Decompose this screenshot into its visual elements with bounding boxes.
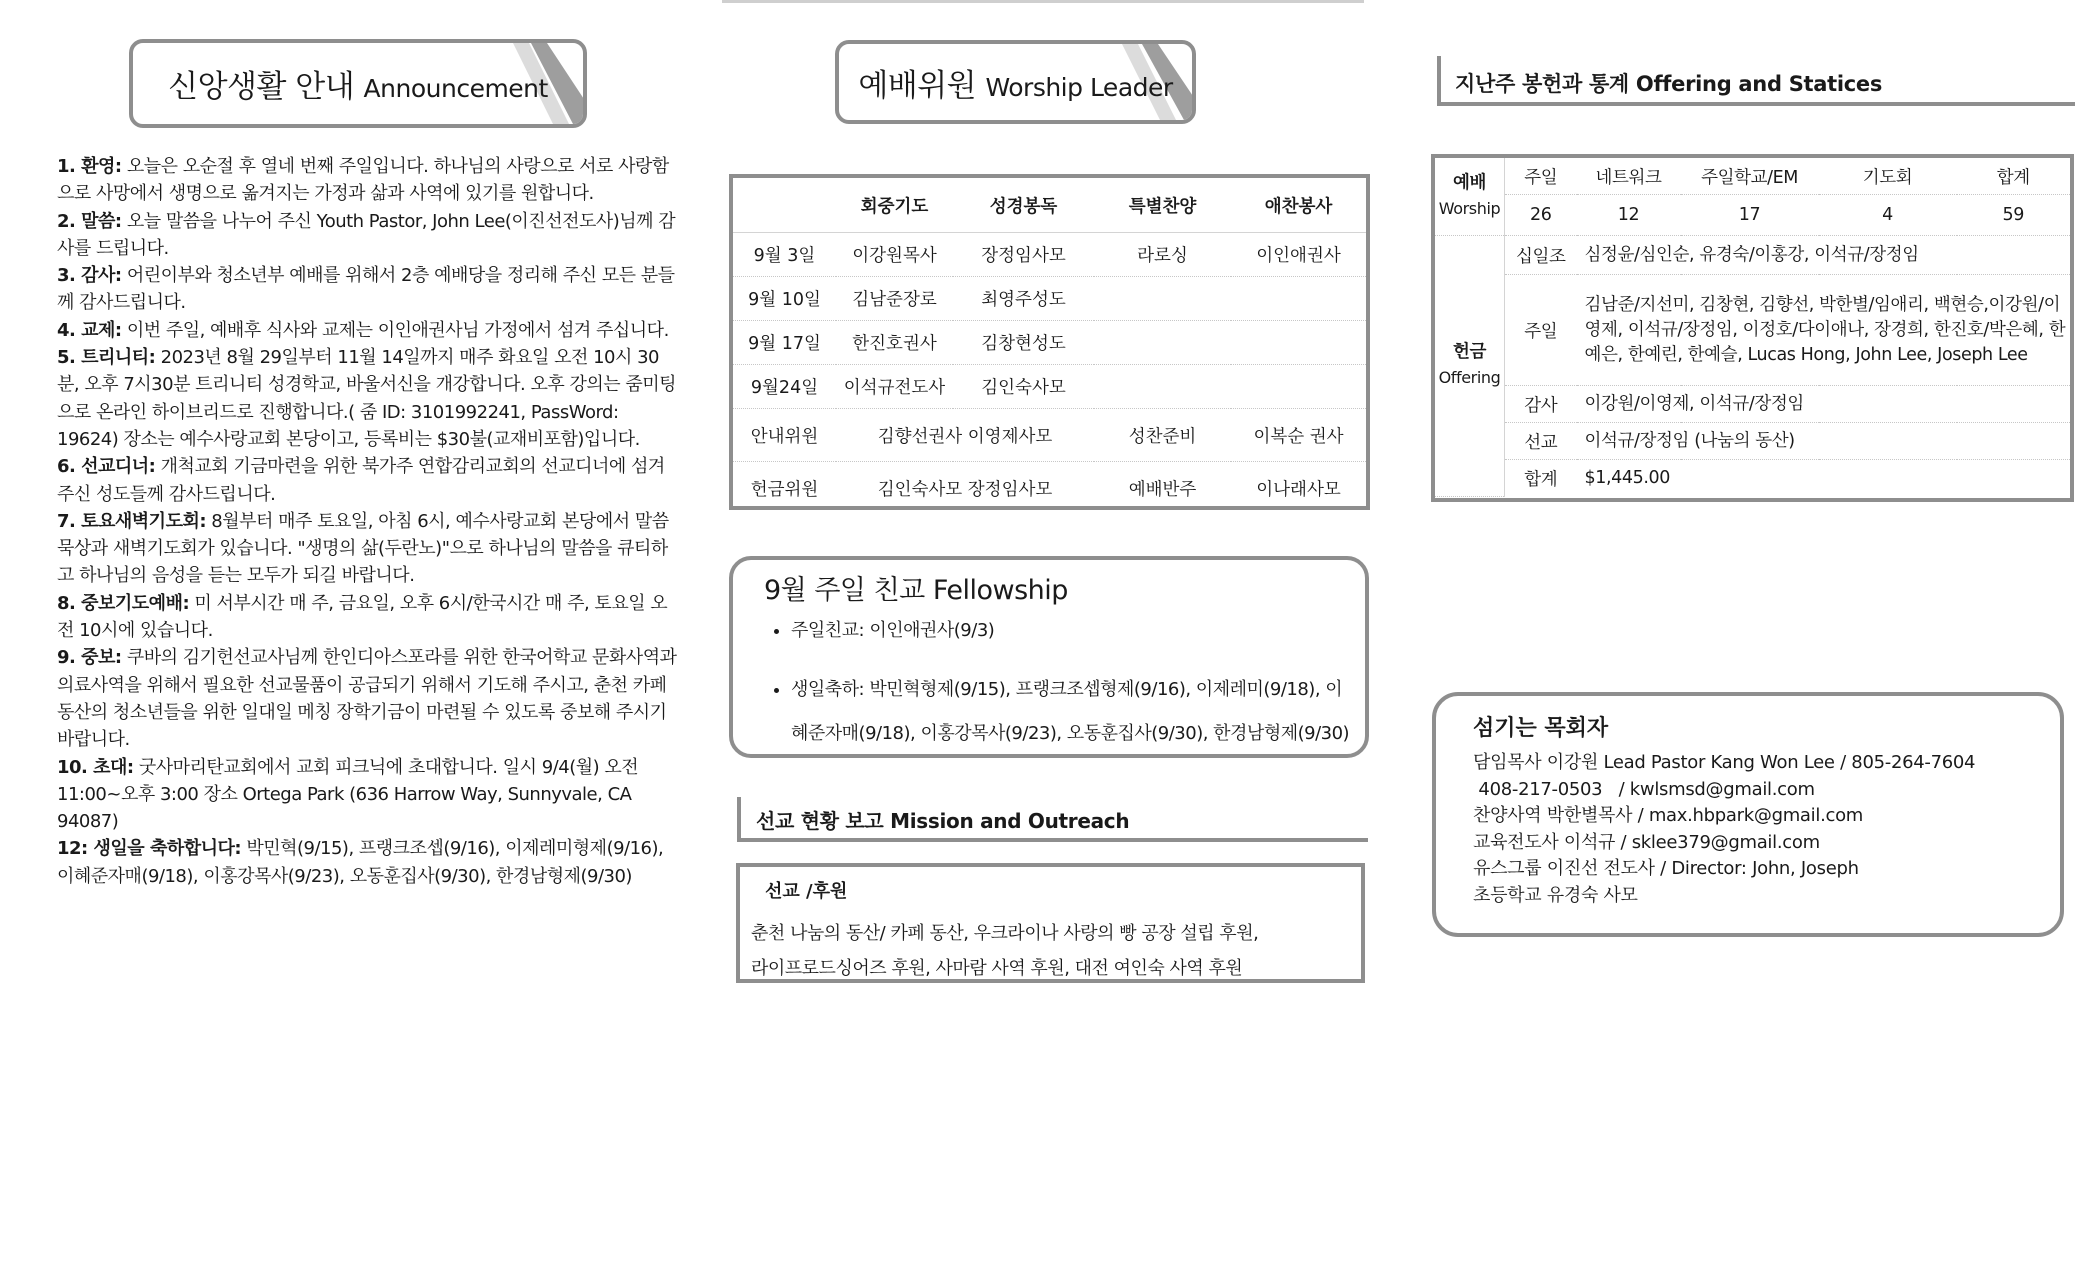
table-cell: 헌금위원 bbox=[750, 479, 819, 500]
table-cell: 김인숙사모 장정임사모 bbox=[877, 479, 1053, 500]
table-cell: 김인숙사모 bbox=[953, 365, 1094, 409]
table-cell: 17 bbox=[1681, 195, 1819, 236]
table-cell: 장정임사모 bbox=[953, 233, 1094, 277]
table-header: 회중기도 bbox=[836, 178, 953, 233]
table-cell: 9월 10일 bbox=[733, 277, 836, 321]
pastor-line: 408-217-0503 / kwlsmsd@gmail.com bbox=[1473, 778, 1815, 800]
table-cell: 12 bbox=[1577, 195, 1681, 236]
table-cell: $1,445.00 bbox=[1584, 467, 1670, 488]
table-cell: 4 bbox=[1819, 195, 1957, 236]
offering-section-title: 지난주 봉헌과 통계 Offering and Statices bbox=[1455, 72, 1883, 96]
table-cell bbox=[1231, 277, 1366, 321]
section-bar bbox=[1437, 56, 1441, 106]
announcement-item: 10. 초대: 굿사마리탄교회에서 교회 피크닉에 초대합니다. 일시 9/4(월) 오전 11:00~오후 3:00 장소 Ortega Park (636 Harrow Way, Sunnyvale, CA 94087) bbox=[57, 756, 639, 833]
table-cell: 십일조 bbox=[1505, 236, 1577, 275]
table-row bbox=[733, 277, 1366, 321]
table-cell: 선교 bbox=[1505, 423, 1577, 460]
pastor-line: 담임목사 이강원 Lead Pastor Kang Won Lee / 805-264-7604 bbox=[1473, 752, 1976, 773]
table-header: 주일 bbox=[1505, 158, 1577, 195]
table-cell: 합계 bbox=[1524, 469, 1558, 490]
table-header: 기도회 bbox=[1819, 158, 1957, 195]
announcement-title-en: Announcement bbox=[363, 74, 548, 103]
worship-category-ko: 예배 bbox=[1452, 173, 1486, 193]
table-header bbox=[733, 178, 836, 233]
table-cell bbox=[1094, 321, 1231, 365]
announcement-item: 2. 말씀: 오늘 말씀을 나누어 주신 Youth Pastor, John Lee(이진선전도사)님께 감사를 드립니다. bbox=[57, 210, 676, 259]
table-cell: 이나래사모 bbox=[1256, 479, 1341, 500]
table-row bbox=[733, 462, 1366, 515]
table-row bbox=[733, 321, 1366, 365]
table-row bbox=[1435, 275, 2070, 386]
table-cell: 최영주성도 bbox=[953, 277, 1094, 321]
announcement-item: 9. 중보: 쿠바의 김기헌선교사님께 한인디아스포라를 위한 한국어학교 문화사역과 의료사역을 위해서 필요한 선교물품이 공급되기 위해서 기도해 주시고, 춘천 카페 동산의 청소년들을 위한 일대일 메칭 장학기금이 마련될 수 있도록 중보해 주시기 바랍니다. bbox=[57, 647, 677, 751]
table-cell bbox=[1094, 277, 1231, 321]
worship-title bbox=[858, 60, 1172, 105]
mission-box-title: 선교 /후원 bbox=[765, 881, 848, 902]
pastor-line: 찬양사역 박한별목사 / max.hbpark@gmail.com bbox=[1473, 805, 1864, 826]
table-header: 합계 bbox=[1957, 158, 2071, 195]
table-cell: 감사 bbox=[1505, 386, 1577, 423]
mission-box bbox=[736, 863, 1365, 983]
table-row bbox=[1435, 423, 2070, 460]
table-row bbox=[1435, 236, 2070, 275]
pastors-title: 섬기는 목회자 bbox=[1473, 716, 1609, 741]
announcement-item: 8. 중보기도예배: 미 서부시간 매 주, 금요일, 오후 6시/한국시간 매 주, 토요일 오전 10시에 있습니다. bbox=[57, 592, 668, 642]
top-rule bbox=[722, 0, 1364, 3]
table-cell: 김향선권사 이영제사모 bbox=[836, 409, 1094, 462]
fellowship-list bbox=[761, 618, 1351, 756]
pastor-line: 초등학교 유경숙 사모 bbox=[1473, 884, 1638, 906]
table-cell: 이석규/장정임 (나눔의 동산) bbox=[1577, 423, 2071, 460]
table-cell: 안내위원 bbox=[733, 409, 836, 462]
mission-section-title: 선교 현황 보고 Mission and Outreach bbox=[756, 809, 1130, 833]
table-cell: 9월 17일 bbox=[733, 321, 836, 365]
table-cell: 26 bbox=[1505, 195, 1577, 236]
table-cell: 예배반주 bbox=[1128, 479, 1197, 500]
pastor-line: 유스그룹 이진선 전도사 / Director: John, Joseph bbox=[1473, 858, 1859, 879]
table-cell: 이인애권사 bbox=[1231, 233, 1366, 277]
section-rule bbox=[737, 838, 1368, 842]
table-row bbox=[733, 409, 1366, 462]
announcement-item: 6. 선교디너: 개척교회 기금마련을 위한 북가주 연합감리교회의 선교디너에 섬겨주신 성도들께 감사드립니다. bbox=[57, 456, 665, 505]
announcement-item: 5. 트리니티: 2023년 8월 29일부터 11월 14일까지 매주 화요일 오전 10시 30분, 오후 7시30분 트리니티 성경학교, 바울서신을 개강합니다. 오후 강의는 줌미팅으로 온라인 하이브리드로 진행합니다.( 줌 ID: 3101992241, PassWord: 19624) 장소는 예수사랑교회 본당이고, 등록비는 $30불(교재비포함)입니다. bbox=[57, 347, 677, 450]
table-cell: 59 bbox=[1957, 195, 2071, 236]
table-cell bbox=[1231, 321, 1366, 365]
worship-category-en: Worship bbox=[1438, 199, 1501, 218]
offering-category bbox=[1435, 236, 1505, 497]
worship-title-box bbox=[835, 40, 1196, 124]
announcement-item: 7. 토요새벽기도회: 8월부터 매주 토요일, 아침 6시, 예수사랑교회 본당에서 말씀묵상과 새벽기도회가 있습니다. "생명의 삶(두란노)"으로 하나님의 말씀을 큐티하고 하나님의 음성을 듣는 모두가 되길 바랍니다. bbox=[57, 510, 669, 587]
announcement-title bbox=[168, 61, 548, 106]
section-rule bbox=[1437, 102, 2075, 106]
offering-table bbox=[1431, 154, 2074, 502]
table-cell: 이복순 권사 bbox=[1231, 409, 1366, 462]
worship-title-ko: 예배위원 bbox=[858, 67, 977, 104]
mission-line: 라이프로드싱어즈 후원, 사마람 사역 후원, 대전 여인숙 사역 후원 bbox=[751, 958, 1243, 979]
announcement-item: 1. 환영: 오늘은 오순절 후 열네 번째 주일입니다. 하나님의 사랑으로 서로 사랑함으로 사망에서 생명으로 옮겨지는 가정과 삶과 사역에 있기를 원합니다. bbox=[57, 156, 669, 205]
section-bar bbox=[737, 797, 741, 842]
table-cell: 이석규전도사 bbox=[836, 365, 953, 409]
offering-category-ko: 헌금 bbox=[1452, 342, 1486, 363]
table-cell: 김창현성도 bbox=[953, 321, 1094, 365]
table-header: 네트워크 bbox=[1577, 158, 1681, 195]
fellowship-title: 9월 주일 친교 Fellowship bbox=[764, 575, 1068, 606]
table-cell: 라로싱 bbox=[1094, 233, 1231, 277]
table-cell: 한진호권사 bbox=[836, 321, 953, 365]
pastors-list bbox=[1473, 750, 1975, 909]
worship-table bbox=[729, 174, 1370, 510]
list-item: • 생일축하: 박민혁형제(9/15), 프랭크조셉형제(9/16), 이제레미(9/18), 이혜준자매(9/18), 이홍강목사(9/23), 오동훈집사(9/30), 한경남형제(9/30) bbox=[791, 668, 1351, 756]
announcement-title-box bbox=[129, 39, 587, 128]
pastors-box bbox=[1432, 692, 2064, 937]
table-header: 특별찬양 bbox=[1094, 178, 1231, 233]
table-header: 애찬봉사 bbox=[1231, 178, 1366, 233]
worship-category bbox=[1435, 158, 1505, 236]
announcement-item: 4. 교제: 이번 주일, 예배후 식사와 교제는 이인애권사님 가정에서 섬겨 주십니다. bbox=[57, 319, 669, 341]
table-row bbox=[733, 233, 1366, 277]
table-cell bbox=[1231, 365, 1366, 409]
table-header: 주일학교/EM bbox=[1681, 158, 1819, 195]
table-cell: 김남준/지선미, 김창현, 김향선, 박한별/임애리, 백현승,이강원/이영제, 이석규/장정임, 이정호/다이애나, 장경희, 한진호/박은혜, 한예은, 한예린, 한예슬, Lucas Hong, John Lee, Joseph Lee bbox=[1577, 275, 2071, 386]
table-header: 성경봉독 bbox=[953, 178, 1094, 233]
table-cell: 9월24일 bbox=[733, 365, 836, 409]
mission-line: 춘천 나눔의 동산/ 카페 동산, 우크라이나 사랑의 빵 공장 설립 후원, bbox=[751, 923, 1259, 944]
announcement-item: 3. 감사: 어린이부와 청소년부 예배를 위해서 2층 예배당을 정리해 주신 모든 분들께 감사드립니다. bbox=[57, 265, 675, 314]
pastor-line: 교육전도사 이석규 / sklee379@gmail.com bbox=[1473, 831, 1820, 853]
table-cell: 심정윤/심인순, 유경숙/이홍강, 이석규/장정임 bbox=[1577, 236, 2071, 275]
table-row bbox=[733, 365, 1366, 409]
table-cell: 9월 3일 bbox=[733, 233, 836, 277]
table-cell: 김남준장로 bbox=[836, 277, 953, 321]
table-row bbox=[1435, 386, 2070, 423]
table-row bbox=[1435, 460, 2070, 497]
table-row bbox=[1435, 195, 2070, 236]
table-cell: 이강원/이영제, 이석규/장정임 bbox=[1577, 386, 2071, 423]
worship-title-en: Worship Leader bbox=[985, 72, 1173, 102]
table-cell: 성찬준비 bbox=[1094, 409, 1231, 462]
table-cell bbox=[1094, 365, 1231, 409]
announcement-title-ko: 신앙생활 안내 bbox=[168, 69, 355, 105]
offering-category-en: Offering bbox=[1438, 368, 1501, 388]
list-item: • 주일친교: 이인애권사(9/3) bbox=[791, 618, 1351, 644]
announcement-list bbox=[57, 153, 679, 890]
table-cell: 주일 bbox=[1505, 275, 1577, 386]
table-row bbox=[1435, 158, 2070, 195]
announcement-item: 12: 생일을 축하합니다: 박민혁(9/15), 프랭크조셉(9/16), 이제레미형제(9/16), 이혜준자매(9/18), 이홍강목사(9/23), 오동훈집사(9/30), 한경남형제(9/30) bbox=[57, 838, 664, 887]
fellowship-box bbox=[729, 556, 1369, 758]
table-cell: 이강원목사 bbox=[836, 233, 953, 277]
